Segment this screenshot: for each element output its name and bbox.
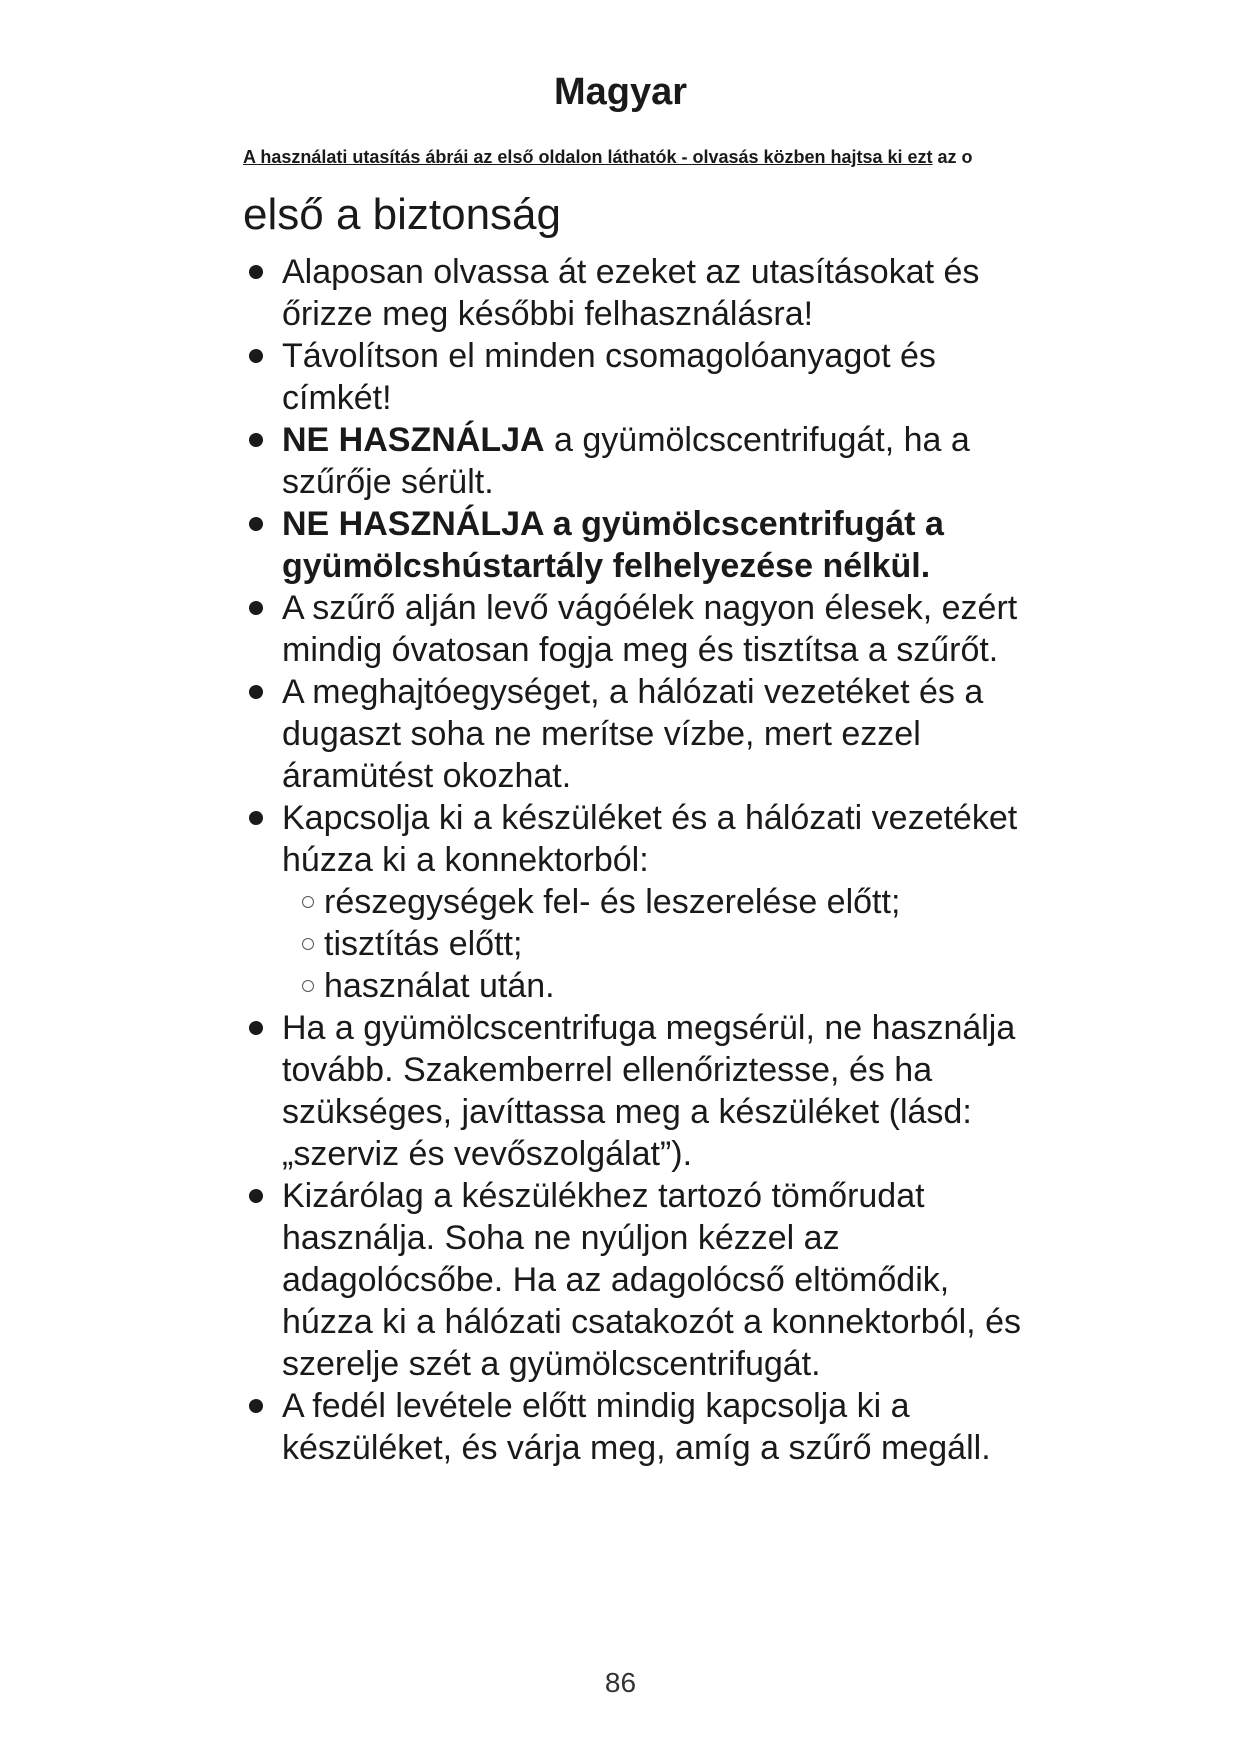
bullet-icon [249,517,263,531]
list-item [243,797,1023,1007]
sub-list-item [302,923,1023,965]
safety-list [243,251,1023,1469]
list-item-text: A fedél levétele előtt mindig kapcsolja ki a készüléket, és várja meg, amíg a szűrő megáll. [282,1387,991,1467]
bullet-icon [249,811,263,825]
sub-list-item [302,965,1023,1007]
list-item [243,1007,1023,1175]
instruction-note [243,146,1043,168]
list-item-text: A meghajtóegységet, a hálózati vezetéket és a dugaszt soha ne merítse vízbe, mert ezzel áramütést okozhat. [282,673,984,795]
sub-list-item [302,881,1023,923]
list-item-text: a gyümölcscentrifugát, ha a szűrője sérült. [282,421,970,501]
list-item [243,335,1023,419]
circle-bullet-icon [302,896,314,908]
instruction-note-underlined: A használati utasítás ábrái az első oldalon láthatók - olvasás közben hajtsa ki ezt [243,147,933,167]
circle-bullet-icon [302,938,314,950]
list-item-text: Ha a gyümölcscentrifuga megsérül, ne használja tovább. Szakemberrel ellenőriztesse, és ha szükséges, javíttassa meg a készüléket (lásd: „szerviz és vevőszolgálat”). [282,1009,1016,1173]
sub-list-item-text: részegységek fel- és leszerelése előtt; [324,883,901,921]
list-item-emphasis: NE HASZNÁLJA a gyümölcscentrifugát a gyümölcshústartály felhelyezése nélkül. [282,505,944,585]
list-item-text: A szűrő alján levő vágóélek nagyon élesek, ezért mindig óvatosan fogja meg és tisztítsa a szűrőt. [282,589,1018,669]
list-item [243,1175,1023,1385]
sub-list-item-text: tisztítás előtt; [324,925,523,963]
list-item-text: Távolítson el minden csomagolóanyagot és címkét! [282,337,936,417]
bullet-icon [249,1399,263,1413]
page-number: 86 [604,1667,637,1698]
list-item [243,671,1023,797]
list-item [243,419,1023,503]
bullet-icon [249,1021,263,1035]
instruction-note-rest: az o [932,147,973,167]
page-title: Magyar [553,71,688,113]
list-item-text: Kapcsolja ki a készüléket és a hálózati vezetéket húzza ki a konnektorból: [282,799,1018,879]
list-item [243,1385,1023,1469]
list-item-emphasis: NE HASZNÁLJA [282,421,545,459]
bullet-icon [249,433,263,447]
bullet-icon [249,1189,263,1203]
bullet-icon [249,685,263,699]
list-item-text: Kizárólag a készülékhez tartozó tömőrudat használja. Soha ne nyúljon kézzel az adagolócsőbe. Ha az adagolócső eltömődik, húzza ki a hálózati csatakozót a konnektorból, és szerelje szét a gyümölcscentrifugát. [282,1177,1021,1383]
bullet-icon [249,265,263,279]
bullet-icon [249,601,263,615]
section-heading: első a biztonság [243,190,561,239]
list-item-text: Alaposan olvassa át ezeket az utasításokat és őrizze meg későbbi felhasználásra! [282,253,980,333]
circle-bullet-icon [302,980,314,992]
sub-list-item-text: használat után. [324,967,555,1005]
list-item [243,503,1023,587]
list-item [243,251,1023,335]
list-item [243,587,1023,671]
sub-list [282,881,1023,1007]
bullet-icon [249,349,263,363]
